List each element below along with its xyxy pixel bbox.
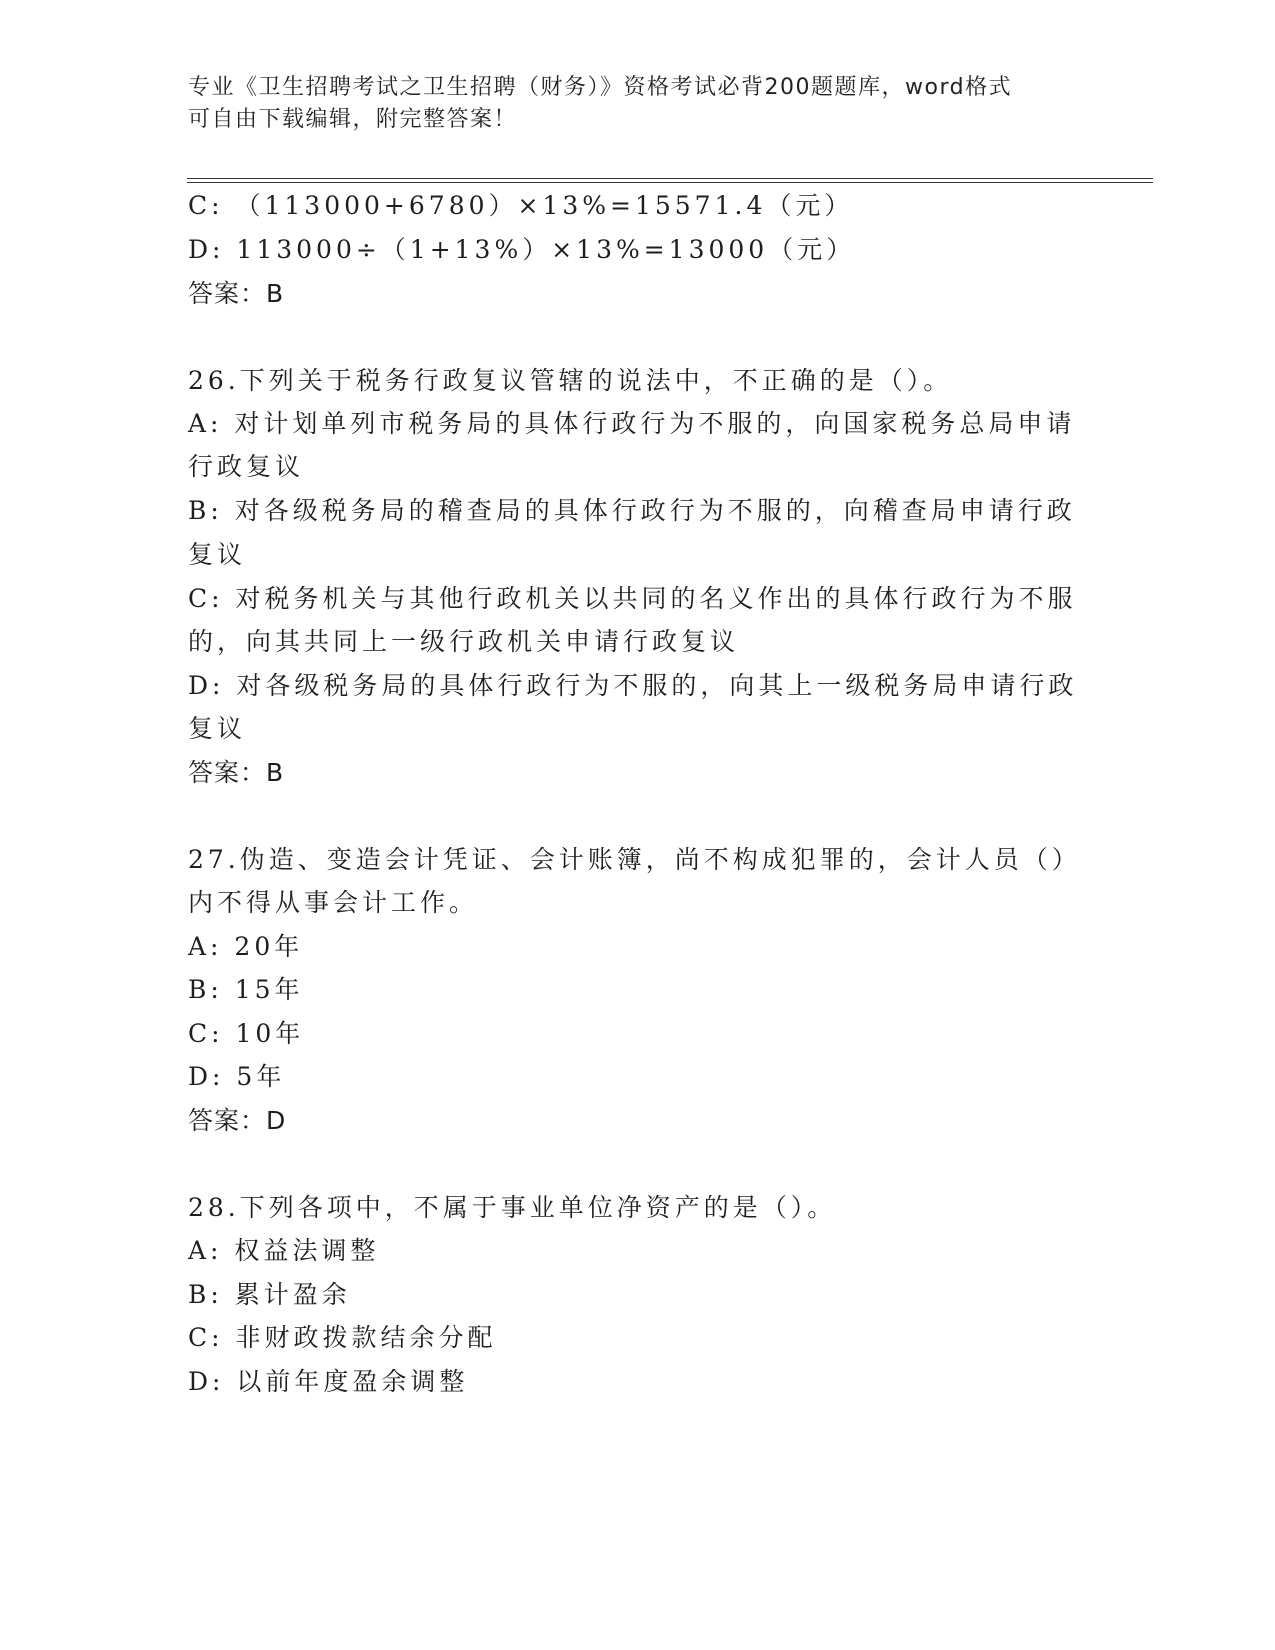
q26-option-d: D: 对各级税务局的具体行政行为不服的，向其上一级税务局申请行政 — [188, 671, 1078, 700]
q27-question: 27.伪造、变造会计凭证、会计账簿，尚不构成犯罪的，会计人员（） — [188, 845, 1081, 874]
q26-option-b: B: 对各级税务局的稽查局的具体行政行为不服的，向稽查局申请行政 — [188, 496, 1076, 525]
header-divider-top — [187, 178, 1153, 179]
header-divider-bottom — [187, 182, 1153, 183]
q28-option-b: B: 累计盈余 — [188, 1280, 351, 1309]
q28-option-c: C: 非财政拨款结余分配 — [188, 1323, 497, 1352]
q25-option-c: C: （113000+6780）×13%=15571.4（元） — [188, 191, 854, 220]
q26-option-d-cont: 复议 — [188, 714, 247, 743]
q25-answer: 答案：B — [188, 279, 285, 308]
q26-answer: 答案：B — [188, 758, 285, 787]
q27-option-c: C: 10年 — [188, 1019, 305, 1048]
q27-question-cont: 内不得从事会计工作。 — [188, 888, 479, 917]
q28-option-d: D: 以前年度盈余调整 — [188, 1367, 469, 1396]
header-line-2: 可自由下载编辑，附完整答案！ — [188, 107, 518, 132]
q25-option-d: D: 113000÷（1+13%）×13%=13000（元） — [188, 235, 856, 264]
document-header — [188, 72, 1088, 136]
q26-option-b-cont: 复议 — [188, 540, 247, 569]
q28-option-a: A: 权益法调整 — [188, 1236, 380, 1265]
q26-option-c: C: 对税务机关与其他行政机关以共同的名义作出的具体行政行为不服 — [188, 584, 1077, 613]
q27-answer: 答案：D — [188, 1106, 287, 1135]
q27-option-a: A: 20年 — [188, 932, 304, 961]
q27-option-d: D: 5年 — [188, 1062, 286, 1091]
header-line-1: 专业《卫生招聘考试之卫生招聘（财务）》资格考试必背200题题库，word格式 — [188, 75, 1013, 100]
q26-option-a: A: 对计划单列市税务局的具体行政行为不服的，向国家税务总局申请 — [188, 409, 1076, 438]
q28-question: 28.下列各项中，不属于事业单位净资产的是（）。 — [188, 1193, 837, 1222]
q26-option-a-cont: 行政复议 — [188, 452, 305, 481]
q26-question: 26.下列关于税务行政复议管辖的说法中，不正确的是（）。 — [188, 366, 953, 395]
q26-option-c-cont: 的，向其共同上一级行政机关申请行政复议 — [188, 627, 740, 656]
q27-option-b: B: 15年 — [188, 975, 304, 1004]
